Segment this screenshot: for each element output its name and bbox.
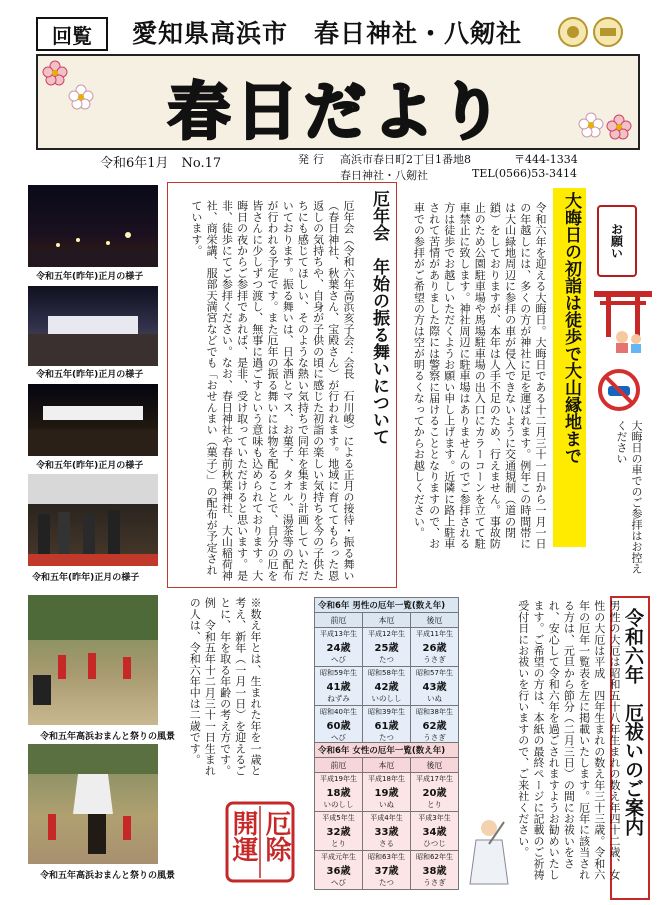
onegai-badge: お願い bbox=[597, 205, 637, 277]
age-value: 33歳 bbox=[374, 827, 399, 838]
age-value: 41歳 bbox=[326, 682, 351, 693]
age-value: 61歳 bbox=[374, 721, 399, 732]
zodiac: とり bbox=[331, 839, 346, 848]
age-value: 25歳 bbox=[374, 643, 399, 654]
photo-caption: 令和五年高浜おまんと祭りの風景 bbox=[40, 732, 176, 742]
zodiac: いのしし bbox=[371, 694, 402, 703]
festival-photo bbox=[28, 595, 158, 725]
birth-year: 平成18年生 bbox=[368, 775, 405, 783]
birth-year: 平成5年生 bbox=[322, 814, 355, 822]
birth-year: 平成元年生 bbox=[321, 853, 356, 861]
age-value: 62歳 bbox=[422, 721, 447, 732]
men-yakudoshi-table bbox=[314, 597, 459, 745]
table-caption: 令和6年 女性の厄年一覧(数え年) bbox=[314, 742, 459, 757]
table-row bbox=[315, 773, 459, 812]
shrine-crest-icon bbox=[556, 16, 626, 48]
age-value: 37歳 bbox=[374, 866, 399, 877]
photo-caption: 令和五年(昨年)正月の様子 bbox=[36, 370, 144, 380]
age-value: 42歳 bbox=[374, 682, 399, 693]
photo-caption: 令和五年(昨年)正月の様子 bbox=[32, 573, 140, 583]
article-body: 厄年会（令和六年高浜亥子会：会長 石川峻）による正月の接待・振る舞い（春日神社、秋葉さん、宝殿さん）が行われます。地域に育ててもらった恩返しの気持ちや、自身が子供の頃に感じた初詣の楽しい気持ちを今の子供たちにも感じてほしい、そのような熱い気持ちで同年を集まり計画していただいております。振る舞いは、日本酒とマス、お菓子、タオル、湯茶等の配布が行われる予定です。また厄年の振る舞いには物を配ることで、自分の厄を皆さんに少しずつ渡し、無事に過ごすという意味も込められております。大晦日の夜からご参拝であれば、是非、受け取っていただけると思います。是非、徒歩にてご参拝ください。なお、春日神社や春前秋葉神社、大山稲荷神社、商栄講、服部天満宮などでも「おせんまい（菓子）」の配布が予定されています。 bbox=[189, 200, 355, 581]
stamp-yakuyoke: 厄除 bbox=[261, 810, 291, 862]
table-header: 本厄 bbox=[363, 758, 411, 773]
new-year-photo bbox=[28, 185, 158, 267]
flower-icon bbox=[42, 60, 68, 86]
zodiac: いのしし bbox=[323, 800, 354, 809]
birth-year: 昭和39年生 bbox=[368, 708, 405, 716]
title-banner bbox=[36, 54, 640, 150]
age-value: 18歳 bbox=[326, 788, 351, 799]
paper-title: 春日だより bbox=[167, 75, 508, 148]
birth-year: 昭和63年生 bbox=[368, 853, 405, 861]
birth-year: 昭和38年生 bbox=[416, 708, 453, 716]
publisher-address: 高浜市春日町2丁目1番地8 bbox=[340, 153, 471, 166]
zodiac: たつ bbox=[379, 878, 394, 887]
publisher-tel: TEL(0566)53-3414 bbox=[472, 167, 577, 180]
priest-illustration-icon bbox=[464, 814, 514, 889]
zodiac: へび bbox=[331, 733, 346, 742]
birth-year: 昭和57年生 bbox=[416, 669, 453, 677]
torii-icon bbox=[592, 285, 654, 353]
flower-icon bbox=[578, 112, 604, 138]
kairan-label: 回覧 bbox=[36, 17, 108, 51]
zodiac: いぬ bbox=[427, 694, 442, 703]
zodiac: たつ bbox=[379, 655, 394, 664]
age-value: 32歳 bbox=[326, 827, 351, 838]
table-header: 本厄 bbox=[363, 613, 411, 628]
birth-year: 平成4年生 bbox=[370, 814, 403, 822]
publisher-postal: 〒444-1334 bbox=[514, 153, 578, 166]
zodiac: とり bbox=[427, 800, 442, 809]
zodiac: うさぎ bbox=[423, 878, 446, 887]
table-header: 後厄 bbox=[411, 758, 459, 773]
table-header: 前厄 bbox=[315, 613, 363, 628]
new-year-photo bbox=[28, 286, 158, 366]
table-row bbox=[315, 628, 459, 667]
festival-photo bbox=[28, 744, 158, 864]
zodiac: ひつじ bbox=[423, 839, 446, 848]
zodiac: たつ bbox=[379, 733, 394, 742]
zodiac: うさぎ bbox=[423, 733, 446, 742]
issue-number: 令和6年1月 No.17 bbox=[100, 156, 222, 171]
flower-icon bbox=[68, 84, 94, 110]
table-caption: 令和6年 男性の厄年一覧(数え年) bbox=[314, 597, 459, 612]
no-car-icon bbox=[597, 368, 641, 412]
age-value: 34歳 bbox=[422, 827, 447, 838]
org-title: 愛知県高浜市 春日神社・八剱社 bbox=[132, 19, 523, 48]
birth-year: 平成3年生 bbox=[418, 814, 451, 822]
table-row bbox=[315, 667, 459, 706]
photo-caption: 令和五年(昨年)正月の様子 bbox=[36, 461, 144, 471]
age-value: 36歳 bbox=[326, 866, 351, 877]
age-value: 24歳 bbox=[326, 643, 351, 654]
table-row bbox=[315, 851, 459, 890]
birth-year: 昭和59年生 bbox=[320, 669, 357, 677]
table-header: 前厄 bbox=[315, 758, 363, 773]
new-year-photo bbox=[28, 474, 158, 566]
photo-caption: 令和五年(昨年)正月の様子 bbox=[36, 272, 144, 282]
zodiac: へび bbox=[331, 655, 346, 664]
flower-icon bbox=[606, 114, 632, 140]
women-yakudoshi-table bbox=[314, 742, 459, 890]
zodiac: ねずみ bbox=[327, 694, 350, 703]
stamp-kaiun: 開運 bbox=[228, 810, 258, 862]
age-value: 38歳 bbox=[422, 866, 447, 877]
photo-caption: 令和五年高浜おまんと祭りの風景 bbox=[40, 871, 176, 881]
zodiac: いぬ bbox=[379, 800, 394, 809]
birth-year: 昭和58年生 bbox=[368, 669, 405, 677]
table-row bbox=[315, 706, 459, 745]
birth-year: 平成12年生 bbox=[368, 630, 405, 638]
yakubarai-body: 男性の大厄は昭和五十八年生まれの数え年四十二歳、女性の大厄は平成 四年生まれの数え年三十三歳。令和六年の厄年一覧表を左に掲載いたします。厄年に該当される方は、元旦から節分（二月三日）の間にお祓いをされ、安心して令和六年を過ごされますようお勧めいたします。ご希望の方は、本紙の最終ページに記載のご祈祷受付日にお祓いを行いますので、ご来社ください。 bbox=[516, 600, 621, 880]
publisher-label: 発行 bbox=[298, 153, 328, 166]
article-title: 厄年会 年始の振る舞いについて bbox=[369, 190, 389, 445]
table-row bbox=[315, 812, 459, 851]
birth-year: 昭和40年生 bbox=[320, 708, 357, 716]
publisher-name: 春日神社・八剱社 bbox=[340, 169, 428, 182]
birth-year: 平成11年生 bbox=[416, 630, 453, 638]
age-value: 43歳 bbox=[422, 682, 447, 693]
notice-body: 令和六年を迎える大晦日。大晦日である十二月三十一日から一月一日の年越しには、多くの方が神社に足を運ばれます。例年この時間帯には大山緑地周辺に参拝の車が侵入できないように交通規制（道の閉鎖）をしておりますが、本年は人手不足のため、行えません。事故防止のため公園駐車場や馬場駐車場の出入口にカラーコーンを立てて駐車禁止に致します。神社周辺に駐車場はありませんのでご参拝される方は徒歩でお越しいただくようお願い申し上げます。近隣に路上駐車されて苦情がありました際には警察に届けることとなりますので、お車での参拝がご希望の方は空が明るくなってからお越しください。 bbox=[412, 202, 547, 550]
birth-year: 平成19年生 bbox=[320, 775, 357, 783]
restrain-note: 大晦日の車でのご参拝はお控えください bbox=[615, 420, 643, 574]
birth-year: 昭和62年生 bbox=[416, 853, 453, 861]
age-value: 19歳 bbox=[374, 788, 399, 799]
zodiac: さる bbox=[379, 839, 394, 848]
birth-year: 平成13年生 bbox=[320, 630, 357, 638]
zodiac: うさぎ bbox=[423, 655, 446, 664]
notice-headline: 大晦日の初詣は徒歩で大山縁地まで bbox=[553, 188, 586, 547]
age-value: 60歳 bbox=[326, 721, 351, 732]
age-value: 20歳 bbox=[422, 788, 447, 799]
new-year-photo bbox=[28, 384, 158, 456]
age-note: ※数え年とは、生まれた年を一歳と考え、新年（一月一日）を迎えるごとに、年を取る年齢の考え方です。例 令和五年十二月三十一日生まれの人は、令和六年中は二歳です。 bbox=[188, 597, 262, 777]
table-header: 後厄 bbox=[411, 613, 459, 628]
age-value: 26歳 bbox=[422, 643, 447, 654]
birth-year: 平成17年生 bbox=[416, 775, 453, 783]
yakubarai-heading: 令和六年 厄祓いのご案内 bbox=[610, 596, 650, 900]
zodiac: へび bbox=[331, 878, 346, 887]
